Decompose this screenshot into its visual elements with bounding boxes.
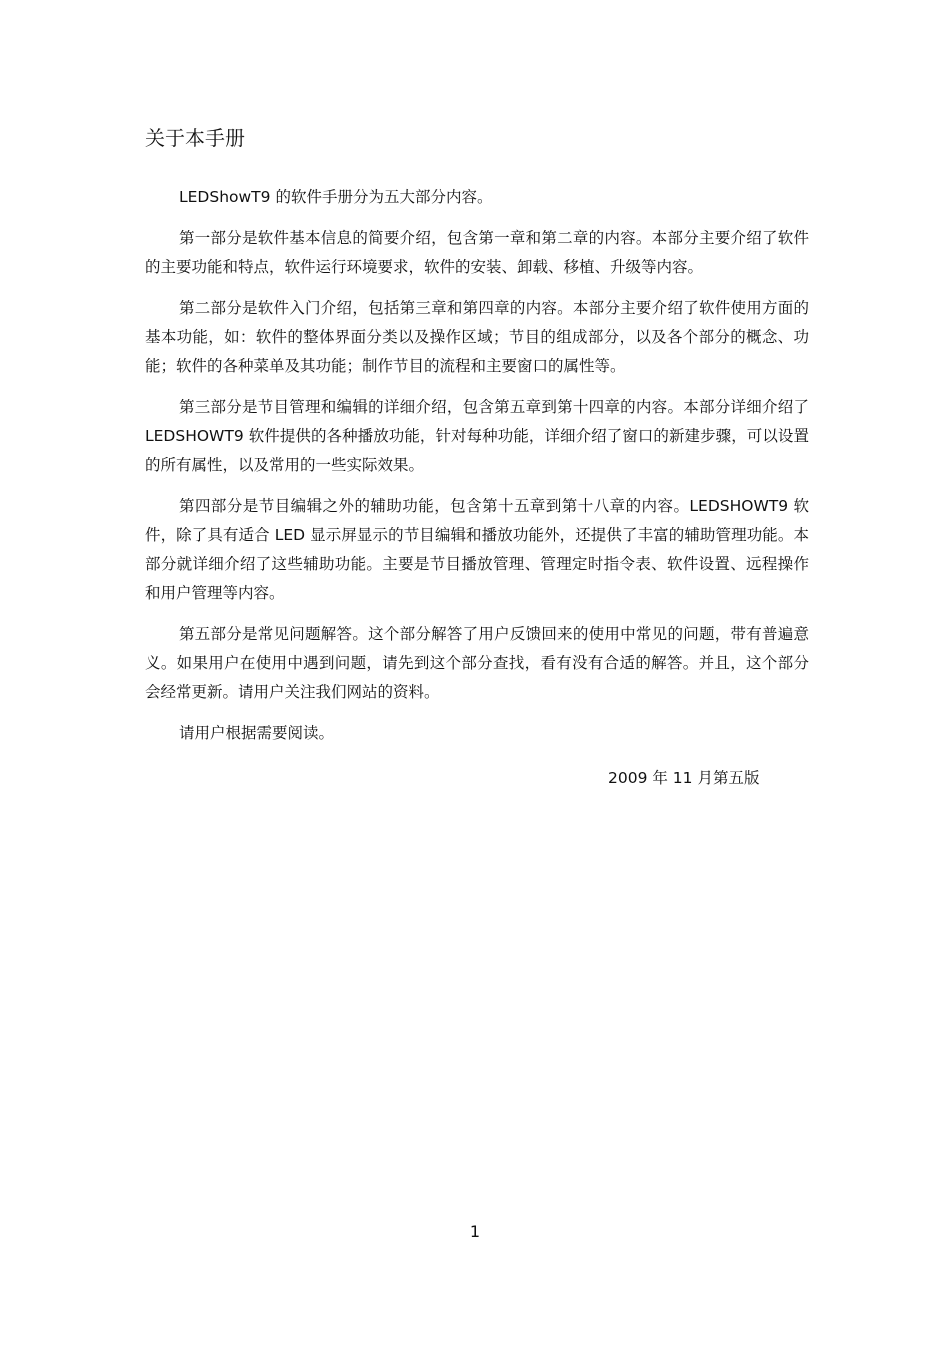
page-title: 关于本手册 (145, 126, 245, 150)
page-number: 1 (469, 1222, 481, 1241)
paragraph-part-one: 第一部分是软件基本信息的简要介绍，包含第一章和第二章的内容。本部分主要介绍了软件的主要功能和特点，软件运行环境要求，软件的安装、卸载、移植、升级等内容。 (145, 229, 809, 276)
document-body (145, 183, 809, 760)
paragraph-part-three: 第三部分是节目管理和编辑的详细介绍，包含第五章到第十四章的内容。本部分详细介绍了 LEDSHOWT9 软件提供的各种播放功能，针对每种功能，详细介绍了窗口的新建步骤，可以设置的所有属性，以及常用的一些实际效果。 (145, 398, 809, 474)
paragraph-intro: LEDShowT9 的软件手册分为五大部分内容。 (179, 188, 493, 206)
paragraph-part-four: 第四部分是节目编辑之外的辅助功能，包含第十五章到第十八章的内容。LEDSHOWT9 软件，除了具有适合 LED 显示屏显示的节目编辑和播放功能外，还提供了丰富的辅助管理功能。本部分就详细介绍了这些辅助功能。主要是节目播放管理、管理定时指令表、软件设置、远程操作和用户管理等内容。 (145, 497, 809, 602)
paragraph-part-two: 第二部分是软件入门介绍，包括第三章和第四章的内容。本部分主要介绍了软件使用方面的基本功能，如：软件的整体界面分类以及操作区域；节目的组成部分，以及各个部分的概念、功能；软件的各种菜单及其功能；制作节目的流程和主要窗口的属性等。 (145, 299, 809, 375)
paragraph-part-five: 第五部分是常见问题解答。这个部分解答了用户反馈回来的使用中常见的问题，带有普遍意义。如果用户在使用中遇到问题，请先到这个部分查找，看有没有合适的解答。并且，这个部分会经常更新。请用户关注我们网站的资料。 (145, 625, 809, 701)
paragraph-closing: 请用户根据需要阅读。 (179, 724, 335, 742)
edition-signature: 2009 年 11 月第五版 (608, 769, 760, 787)
